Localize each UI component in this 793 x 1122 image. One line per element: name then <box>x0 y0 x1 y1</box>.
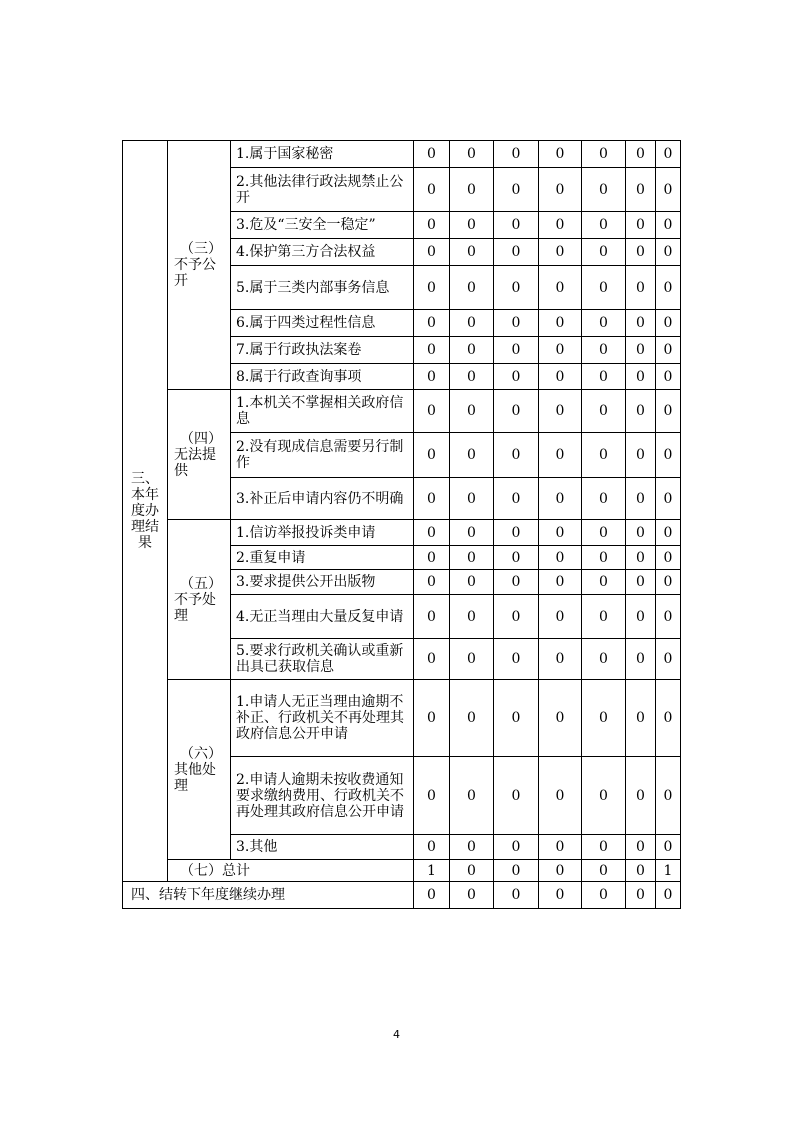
value-cell: 0 <box>582 757 626 835</box>
value-cell: 0 <box>494 433 539 478</box>
value-cell: 0 <box>539 570 582 595</box>
group-label-line: 无法提 <box>174 446 216 463</box>
value-cell: 0 <box>656 680 681 757</box>
group-label <box>168 141 231 390</box>
value-cell: 0 <box>539 168 582 212</box>
value-cell: 0 <box>450 390 494 433</box>
total-row <box>123 860 681 882</box>
section-label-line: 果 <box>138 535 152 551</box>
value-cell: 0 <box>626 478 656 520</box>
value-cell: 0 <box>582 478 626 520</box>
section-label-line: 本年 <box>131 487 159 503</box>
value-cell: 0 <box>539 337 582 364</box>
section-3-label <box>123 141 168 882</box>
item-label: 6.属于四类过程性信息 <box>231 310 414 337</box>
value-cell: 0 <box>626 757 656 835</box>
value-cell: 0 <box>539 433 582 478</box>
value-cell: 0 <box>450 239 494 266</box>
value-cell: 0 <box>656 212 681 239</box>
value-cell: 0 <box>626 364 656 390</box>
group-label-line: 理 <box>174 607 188 624</box>
value-cell: 0 <box>539 266 582 310</box>
value-cell: 0 <box>656 433 681 478</box>
item-label: 8.属于行政查询事项 <box>231 364 414 390</box>
item-label: 2.其他法律行政法规禁止公开 <box>231 168 414 212</box>
value-cell: 0 <box>656 390 681 433</box>
value-cell: 0 <box>626 337 656 364</box>
value-cell: 0 <box>656 310 681 337</box>
value-cell: 0 <box>414 433 450 478</box>
value-cell: 0 <box>582 639 626 680</box>
value-cell: 0 <box>582 212 626 239</box>
section-label-line: 度办 <box>131 503 159 519</box>
value-cell: 0 <box>539 882 582 909</box>
item-label: 7.属于行政执法案卷 <box>231 337 414 364</box>
group-label-line: 其他处 <box>174 761 216 778</box>
value-cell: 0 <box>582 680 626 757</box>
value-cell: 0 <box>414 520 450 546</box>
value-cell: 0 <box>494 337 539 364</box>
item-label: 4.无正当理由大量反复申请 <box>231 595 414 639</box>
value-cell: 0 <box>626 212 656 239</box>
item-label: 1.申请人无正当理由逾期不补正、行政机关不再处理其政府信息公开申请 <box>231 680 414 757</box>
value-cell: 0 <box>450 520 494 546</box>
group-label-line: 供 <box>174 462 188 479</box>
group-label-line: （六） <box>180 745 222 762</box>
value-cell: 0 <box>626 239 656 266</box>
value-cell: 0 <box>450 546 494 570</box>
value-cell: 0 <box>450 141 494 168</box>
value-cell: 0 <box>582 546 626 570</box>
value-cell: 0 <box>582 882 626 909</box>
value-cell: 0 <box>414 639 450 680</box>
value-cell: 0 <box>582 570 626 595</box>
item-label: 3.其他 <box>231 835 414 860</box>
value-cell: 0 <box>414 570 450 595</box>
value-cell: 0 <box>626 168 656 212</box>
value-cell: 0 <box>626 520 656 546</box>
value-cell: 0 <box>656 478 681 520</box>
value-cell: 0 <box>494 168 539 212</box>
value-cell: 0 <box>414 546 450 570</box>
value-cell: 0 <box>414 364 450 390</box>
value-cell: 0 <box>656 882 681 909</box>
group-label <box>168 520 231 680</box>
value-cell: 0 <box>450 757 494 835</box>
table-row <box>123 520 681 546</box>
item-label: 3.要求提供公开出版物 <box>231 570 414 595</box>
value-cell: 0 <box>626 835 656 860</box>
value-cell: 0 <box>414 212 450 239</box>
total-label <box>168 860 414 882</box>
value-cell: 0 <box>414 266 450 310</box>
table-row <box>123 141 681 168</box>
value-cell: 0 <box>494 478 539 520</box>
value-cell: 0 <box>582 364 626 390</box>
value-cell: 0 <box>414 168 450 212</box>
item-label: 1.属于国家秘密 <box>231 141 414 168</box>
value-cell: 0 <box>414 757 450 835</box>
item-label: 5.要求行政机关确认或重新出具已获取信息 <box>231 639 414 680</box>
value-cell: 0 <box>626 595 656 639</box>
value-cell: 0 <box>494 141 539 168</box>
value-cell: 0 <box>450 882 494 909</box>
value-cell: 0 <box>414 239 450 266</box>
value-cell: 0 <box>656 757 681 835</box>
value-cell: 0 <box>539 680 582 757</box>
value-cell: 0 <box>539 239 582 266</box>
value-cell: 0 <box>582 239 626 266</box>
value-cell: 0 <box>582 595 626 639</box>
value-cell: 0 <box>494 757 539 835</box>
value-cell: 0 <box>450 478 494 520</box>
value-cell: 0 <box>414 835 450 860</box>
value-cell: 0 <box>539 478 582 520</box>
value-cell: 0 <box>656 835 681 860</box>
value-cell: 0 <box>626 546 656 570</box>
value-cell: 0 <box>626 639 656 680</box>
value-cell: 1 <box>414 860 450 882</box>
value-cell: 0 <box>539 595 582 639</box>
value-cell: 0 <box>626 141 656 168</box>
value-cell: 0 <box>450 639 494 680</box>
group-label-line: （三） <box>180 241 222 257</box>
value-cell: 0 <box>582 835 626 860</box>
group-label-line: 不予公 <box>174 257 216 273</box>
value-cell: 0 <box>494 835 539 860</box>
value-cell: 0 <box>656 595 681 639</box>
value-cell: 0 <box>539 860 582 882</box>
value-cell: 0 <box>450 266 494 310</box>
value-cell: 0 <box>414 337 450 364</box>
value-cell: 0 <box>494 364 539 390</box>
value-cell: 0 <box>626 266 656 310</box>
value-cell: 0 <box>494 310 539 337</box>
section-label-line: 三、 <box>131 471 159 487</box>
item-label: 2.申请人逾期未按收费通知要求缴纳费用、行政机关不再处理其政府信息公开申请 <box>231 757 414 835</box>
value-cell: 0 <box>494 212 539 239</box>
value-cell: 0 <box>626 882 656 909</box>
value-cell: 0 <box>656 639 681 680</box>
item-label: 2.重复申请 <box>231 546 414 570</box>
value-cell: 0 <box>450 433 494 478</box>
value-cell: 0 <box>414 310 450 337</box>
item-label: 3.补正后申请内容仍不明确 <box>231 478 414 520</box>
value-cell: 0 <box>494 390 539 433</box>
item-label: 5.属于三类内部事务信息 <box>231 266 414 310</box>
value-cell: 0 <box>539 390 582 433</box>
group-label-line: （五） <box>180 575 222 592</box>
group-label-line: 不予处 <box>174 591 216 608</box>
value-cell: 0 <box>539 212 582 239</box>
value-cell: 0 <box>656 168 681 212</box>
value-cell: 0 <box>582 860 626 882</box>
section-label-line: 理结 <box>131 519 159 535</box>
value-cell: 0 <box>539 546 582 570</box>
item-label: 4.保护第三方合法权益 <box>231 239 414 266</box>
value-cell: 0 <box>414 882 450 909</box>
value-cell: 0 <box>494 860 539 882</box>
item-label: 3.危及“三安全一稳定” <box>231 212 414 239</box>
group-label-line: 开 <box>174 273 188 289</box>
group-label-line: 理 <box>174 777 188 794</box>
value-cell: 0 <box>450 212 494 239</box>
value-cell: 0 <box>494 882 539 909</box>
value-cell: 0 <box>626 680 656 757</box>
value-cell: 0 <box>414 478 450 520</box>
table-row <box>123 680 681 757</box>
group-label-line: （四） <box>180 430 222 447</box>
value-cell: 0 <box>656 520 681 546</box>
value-cell: 0 <box>582 266 626 310</box>
value-cell: 0 <box>626 433 656 478</box>
value-cell: 0 <box>626 310 656 337</box>
value-cell: 0 <box>582 310 626 337</box>
value-cell: 0 <box>494 239 539 266</box>
value-cell: 0 <box>414 595 450 639</box>
value-cell: 0 <box>450 680 494 757</box>
item-label: 2.没有现成信息需要另行制作 <box>231 433 414 478</box>
section-4-row <box>123 882 681 909</box>
value-cell: 0 <box>582 433 626 478</box>
value-cell: 0 <box>414 680 450 757</box>
value-cell: 0 <box>494 266 539 310</box>
total-label-text: （七）总计 <box>180 862 250 879</box>
value-cell: 0 <box>450 337 494 364</box>
value-cell: 0 <box>582 168 626 212</box>
value-cell: 0 <box>450 835 494 860</box>
page-number: 4 <box>393 1028 400 1041</box>
value-cell: 0 <box>450 860 494 882</box>
value-cell: 0 <box>626 570 656 595</box>
value-cell: 0 <box>539 757 582 835</box>
value-cell: 0 <box>539 639 582 680</box>
value-cell: 0 <box>656 141 681 168</box>
value-cell: 0 <box>494 570 539 595</box>
item-label: 1.信访举报投诉类申请 <box>231 520 414 546</box>
section-4-label: 四、结转下年度继续办理 <box>123 882 414 909</box>
group-label <box>168 680 231 860</box>
value-cell: 0 <box>539 310 582 337</box>
group-label <box>168 390 231 520</box>
value-cell: 0 <box>656 546 681 570</box>
value-cell: 0 <box>494 639 539 680</box>
value-cell: 0 <box>539 835 582 860</box>
value-cell: 0 <box>494 520 539 546</box>
value-cell: 0 <box>494 680 539 757</box>
value-cell: 0 <box>582 390 626 433</box>
value-cell: 0 <box>414 390 450 433</box>
value-cell: 0 <box>656 570 681 595</box>
value-cell: 0 <box>656 239 681 266</box>
value-cell: 0 <box>494 546 539 570</box>
value-cell: 0 <box>582 520 626 546</box>
value-cell: 0 <box>450 570 494 595</box>
value-cell: 0 <box>582 141 626 168</box>
value-cell: 0 <box>582 337 626 364</box>
value-cell: 0 <box>494 595 539 639</box>
value-cell: 0 <box>450 595 494 639</box>
table-row <box>123 390 681 433</box>
value-cell: 0 <box>539 141 582 168</box>
value-cell: 0 <box>539 364 582 390</box>
value-cell: 0 <box>656 364 681 390</box>
item-label: 1.本机关不掌握相关政府信息 <box>231 390 414 433</box>
value-cell: 1 <box>656 860 681 882</box>
value-cell: 0 <box>450 364 494 390</box>
value-cell: 0 <box>450 168 494 212</box>
value-cell: 0 <box>656 266 681 310</box>
value-cell: 0 <box>414 141 450 168</box>
value-cell: 0 <box>656 337 681 364</box>
value-cell: 0 <box>539 520 582 546</box>
value-cell: 0 <box>450 310 494 337</box>
value-cell: 0 <box>626 860 656 882</box>
document-table <box>122 140 681 909</box>
value-cell: 0 <box>626 390 656 433</box>
